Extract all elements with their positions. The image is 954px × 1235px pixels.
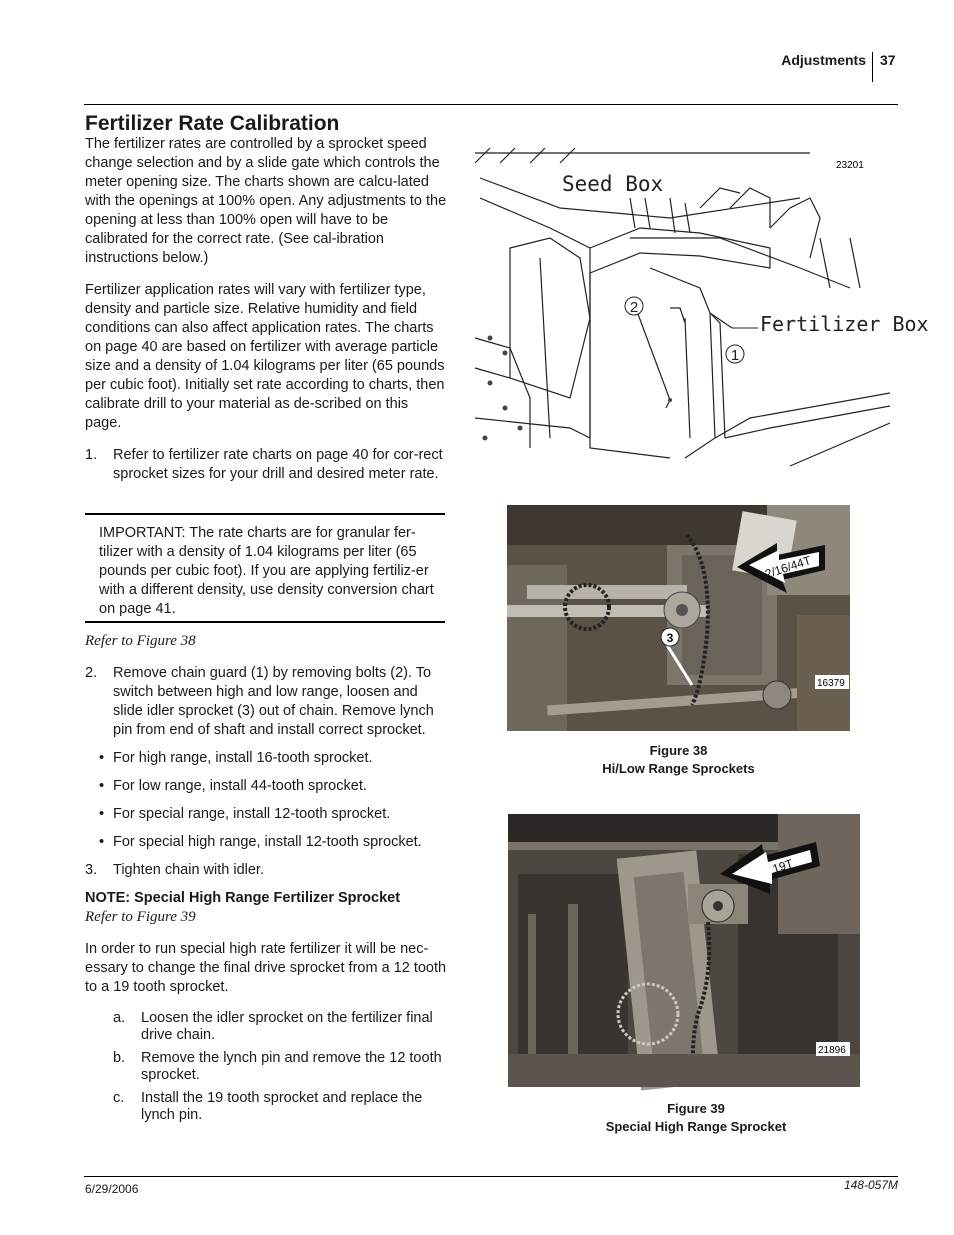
left-column-bottom — [85, 632, 447, 1124]
step-2-number: 2. — [85, 665, 98, 681]
bullet-high-range: • For high range, install 16-tooth sprocket. — [85, 749, 447, 768]
figure-39-arrow-label: 19T — [770, 856, 795, 877]
figure-39-number: Figure 39 — [667, 1101, 725, 1116]
header-divider — [872, 52, 873, 82]
figure-38-photo — [507, 505, 850, 731]
callout-3: 3 — [666, 631, 674, 645]
step-3-number: 3. — [85, 862, 98, 878]
figure-38-number: Figure 38 — [649, 743, 708, 758]
left-column-top — [85, 135, 447, 484]
figure-38-caption — [507, 742, 850, 778]
important-text: IMPORTANT: The rate charts are for granular fer-tilizer with a density of 1.04 kilograms per liter (65 pounds per cubic foot). If you are applying fertiliz-er with a different density, use density conversion chart on page 41. — [99, 525, 434, 617]
substep-a-label: a. — [113, 1010, 126, 1026]
bottom-rule — [84, 1176, 898, 1177]
substep-a-text: Loosen the idler sprocket on the fertilizer final drive chain. — [141, 1010, 433, 1043]
important-box — [85, 513, 445, 623]
intro-paragraph-2: Fertilizer application rates will vary with fertilizer type, density and particle size. Relative humidity and field conditions can also affect application rates. The charts on page 40 are based on fertilizer with average particle size and a density of 1.04 kilograms per liter (65 pounds per cubic foot). Initially set rate according to charts, then calibrate drill to your material as de-scribed on this page. — [85, 282, 445, 431]
substep-b-label: b. — [113, 1050, 126, 1066]
step-1-number: 1. — [85, 447, 98, 463]
figure-38-id: 16379 — [817, 678, 845, 689]
substep-c-text: Install the 19 tooth sprocket and replace the lynch pin. — [141, 1090, 423, 1123]
substep-c — [85, 1090, 447, 1124]
step-1 — [85, 446, 447, 484]
figure-39-photo — [508, 814, 860, 1087]
figure-39-id: 21896 — [818, 1045, 846, 1056]
substep-c-label: c. — [113, 1090, 125, 1106]
seed-box-label: Seed Box — [562, 172, 664, 196]
figure-38-arrow-label: 12/16/44T — [756, 553, 813, 584]
bullet-special-high-range: • For special high range, install 12-tooth sprocket. — [85, 833, 447, 852]
page-number: 37 — [880, 52, 896, 68]
callout-2: 2 — [629, 299, 639, 316]
refer-figure-39: Refer to Figure 39 — [85, 909, 196, 925]
substep-b — [85, 1050, 447, 1084]
callout-1: 1 — [730, 347, 740, 364]
intro-paragraph-1: The fertilizer rates are controlled by a sprocket speed change selection and by a slide gate which controls the meter opening size. The charts shown are calcu-lated with the openings at 100% open. Any adjustments to the opening at less than 100% open will have to be calibrated for the correct rate. (See cal-ibration instructions below.) — [85, 136, 447, 266]
note-special-high-range: NOTE: Special High Range Fertilizer Sprocket — [85, 890, 401, 906]
substep-a — [85, 1010, 447, 1044]
bullet-special-range: • For special range, install 12-tooth sprocket. — [85, 805, 447, 824]
fertilizer-box-label: Fertilizer Box — [760, 312, 929, 336]
top-rule — [84, 104, 898, 105]
step-1-text: Refer to fertilizer rate charts on page 40 for cor-rect sprocket sizes for your drill and desired meter rate. — [113, 447, 443, 482]
bullet-low-range: • For low range, install 44-tooth sprocket. — [85, 777, 447, 796]
chain-guard-drawing — [470, 138, 929, 468]
header-section: Adjustments — [781, 52, 866, 68]
step-2 — [85, 664, 447, 740]
figure-38-title: Hi/Low Range Sprockets — [602, 761, 755, 776]
figure-39-caption — [508, 1100, 884, 1136]
figure-39-title: Special High Range Sprocket — [605, 1119, 787, 1134]
step-3-text: Tighten chain with idler. — [113, 862, 264, 878]
refer-figure-38: Refer to Figure 38 — [85, 633, 196, 649]
step-2-text: Remove chain guard (1) by removing bolts (2). To switch between high and low range, loosen and slide idler sprocket (3) out of chain. Remove lynch pin from end of shaft and install correct sprocket. — [113, 665, 434, 738]
drawing-id: 23201 — [836, 160, 864, 171]
special-paragraph: In order to run special high rate fertilizer it will be nec-essary to change the final drive sprocket from a 12 tooth to a 19 tooth sprocket. — [85, 941, 447, 995]
substep-b-text: Remove the lynch pin and remove the 12 tooth sprocket. — [141, 1050, 442, 1083]
footer-document-number: 148-057M — [843, 1178, 898, 1192]
page-title: Fertilizer Rate Calibration — [85, 112, 340, 135]
footer-date: 6/29/2006 — [85, 1182, 139, 1196]
step-3 — [85, 861, 447, 880]
